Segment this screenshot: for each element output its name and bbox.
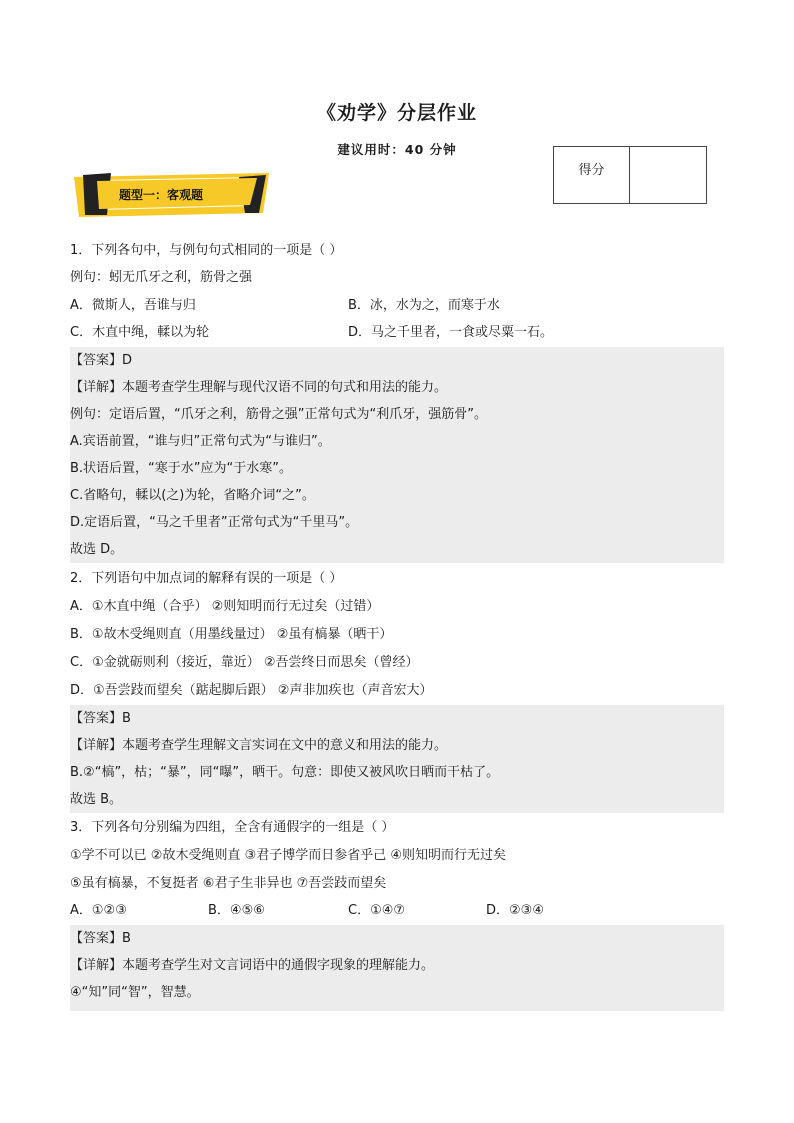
q3-option-d: D．②③④	[486, 903, 544, 918]
score-label: 得分	[554, 147, 630, 203]
q1-answer: 【答案】D	[70, 347, 724, 374]
q2-explain-line: 【详解】本题考查学生理解文言实词在文中的意义和用法的能力。	[70, 732, 724, 759]
section-label: 题型一：客观题	[119, 188, 204, 202]
q3-items-row2: ⑤虽有槁暴，不复挺者 ⑥君子生非异也 ⑦吾尝跂而望矣	[70, 876, 387, 891]
q1-explain-line: 例句：定语后置，“爪牙之利，筋骨之强”正常句式为“利爪牙，强筋骨”。	[70, 401, 724, 428]
q1-options-row1	[70, 292, 724, 319]
q1-explain-line: B.状语后置，“寒于水”应为“于水寒”。	[70, 455, 724, 482]
q1-option-d: D．马之千里者，一食或尽粟一石。	[348, 325, 554, 340]
q3-stem: 3．下列各句分别编为四组，全含有通假字的一组是（ ）	[70, 820, 395, 835]
score-box	[553, 146, 707, 204]
q2-explain-line: B.②“槁”，枯；“暴”，同“曝”，晒干。句意：即使又被风吹日晒而干枯了。	[70, 759, 724, 786]
q2-option-d: D．①吾尝跂而望矣（踮起脚后跟） ②声非加疾也（声音宏大）	[70, 683, 433, 698]
q3-option-b: B．④⑤⑥	[208, 903, 265, 918]
q1-option-c: C．木直中绳，輮以为轮	[70, 325, 210, 340]
q1-option-b: B．冰，水为之，而寒于水	[348, 298, 500, 313]
q2-option-a: A．①木直中绳（合乎） ②则知明而行无过矣（过错）	[70, 599, 380, 614]
q1-stem: 1．下列各句中，与例句句式相同的一项是（ ）	[70, 243, 343, 258]
q2-answer: 【答案】B	[70, 705, 724, 732]
q1-example: 例句：蚓无爪牙之利，筋骨之强	[70, 270, 253, 285]
q2-option-b: B．①故木受绳则直（用墨线量过） ②虽有槁暴（晒干）	[70, 627, 393, 642]
page-title: 《劝学》分层作业	[316, 102, 477, 124]
q3-explain-line: 【详解】本题考查学生对文言词语中的通假字现象的理解能力。	[70, 952, 724, 979]
q1-explain-line: 【详解】本题考查学生理解与现代汉语不同的句式和用法的能力。	[70, 374, 724, 401]
q1-explain-line: A.宾语前置，“谁与归”正常句式为“与谁归”。	[70, 428, 724, 455]
suggested-time: 建议用时：40 分钟	[337, 142, 457, 157]
q1-option-a: A．微斯人，吾谁与归	[70, 298, 196, 313]
q3-answer: 【答案】B	[70, 925, 724, 952]
q1-explain-line: 故选 D。	[70, 536, 724, 563]
q3-option-a: A．①②③	[70, 903, 127, 918]
q2-stem: 2．下列语句中加点词的解释有误的一项是（ ）	[70, 571, 343, 586]
q1-options-row2	[70, 319, 724, 346]
q2-explain-line: 故选 B。	[70, 786, 724, 813]
q3-options-row	[70, 897, 724, 924]
q3-items-row1: ①学不可以已 ②故木受绳则直 ③君子博学而日参省乎己 ④则知明而行无过矣	[70, 848, 507, 863]
q3-option-c: C．①④⑦	[348, 903, 406, 918]
score-value-cell[interactable]	[630, 147, 706, 203]
q1-explain-line: C.省略句，輮以(之)为轮，省略介词“之”。	[70, 482, 724, 509]
q1-explain-line: D.定语后置，“马之千里者”正常句式为“千里马”。	[70, 509, 724, 536]
q3-explain-line: ④“知”同“智”，智慧。	[70, 979, 724, 1011]
section-banner	[71, 171, 271, 217]
q2-option-c: C．①金就砺则利（接近，靠近） ②吾尝终日而思矣（曾经）	[70, 655, 419, 670]
